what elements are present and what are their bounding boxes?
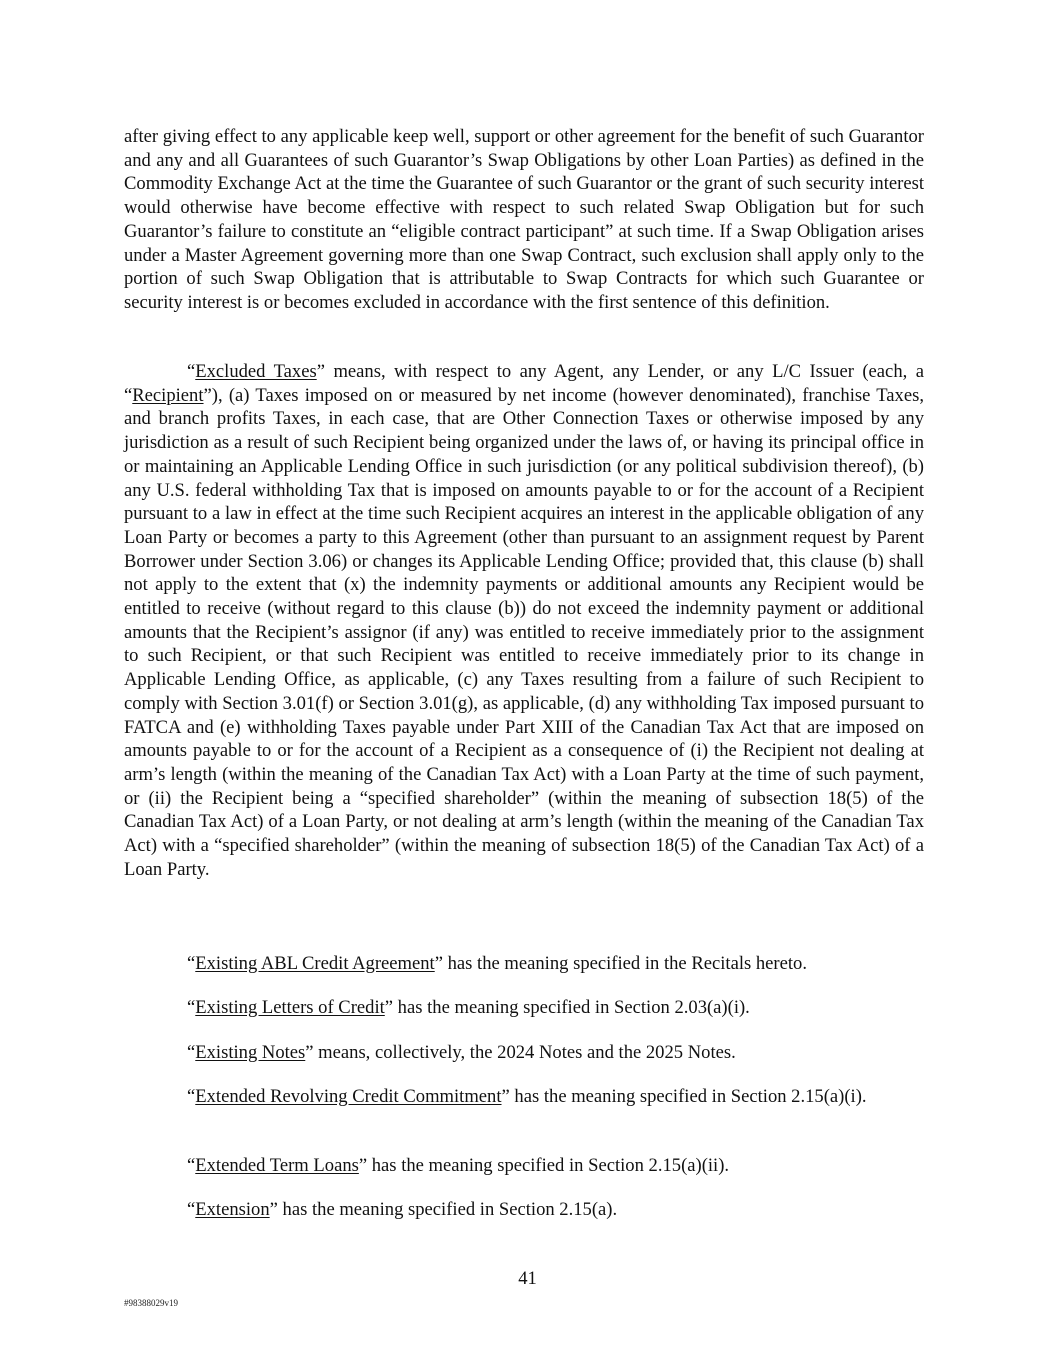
definition-extended-term-loans xyxy=(124,1154,924,1178)
definition-text: ”), (a) Taxes imposed on or measured by net income (however denominated), franchise Taxes, and branch profits Taxes, in each case, that are Other Connection Taxes or otherwise imposed by any jurisdiction as a result of such Recipient being organized under the laws of, or having its principal office in or maintaining an Applicable Lending Office in such jurisdiction (or any political subdivision thereof), (b) any U.S. federal withholding Tax that is imposed on amounts payable to or for the account of a Recipient pursuant to a law in effect at the time such Recipient acquires an interest in the applicable obligation of any Loan Party or becomes a party to this Agreement (other than pursuant to an assignment request by Parent Borrower under Section 3.06) or changes its Applicable Lending Office; provided that, this clause (b) shall not apply to the extent that (x) the indemnity payments or additional amounts any Recipient would be entitled to receive (without regard to this clause (b)) do not exceed the indemnity payment or additional amounts that the Recipient’s assignor (if any) was entitled to receive immediately prior to the assignment to such Recipient, or that such Recipient was entitled to receive immediately prior to its change in Applicable Lending Office, as applicable, (c) any Taxes resulting from a failure of such Recipient to comply with Section 3.01(f) or Section 3.01(g), as applicable, (d) any withholding Tax imposed pursuant to FATCA and (e) withholding Taxes payable under Part XIII of the Canadian Tax Act that are imposed on amounts payable to or for the account of a Recipient as a consequence of (i) the Recipient not dealing at arm’s length (within the meaning of the Canadian Tax Act) with a Loan Party at the time of such payment, or (ii) the Recipient being a “specified shareholder” (within the meaning of subsection 18(5) of the Canadian Tax Act) of a Loan Party, or not dealing at arm’s length (within the meaning of the Canadian Tax Act) with a “specified shareholder” (within the meaning of subsection 18(5) of the Canadian Tax Act) of a Loan Party. xyxy=(124,384,924,880)
open-quote: “ xyxy=(187,361,196,382)
open-quote: “ xyxy=(187,1199,196,1220)
open-quote: “ xyxy=(187,997,196,1018)
open-quote: “ xyxy=(187,1155,196,1176)
definition-text: ” has the meaning specified in Section 2.15(a)(ii). xyxy=(358,1155,730,1176)
paragraph-continuation: after giving effect to any applicable keep well, support or other agreement for the benefit of such Guarantor and any and all Guarantees of such Guarantor’s Swap Obligations by other Loan Parties) as defined in the Commodity Exchange Act at the time the Guarantee of such Guarantor or the grant of such security interest would otherwise have become effective with respect to such related Swap Obligation but for such Guarantor’s failure to constitute an “eligible contract participant” at such time. If a Swap Obligation arises under a Master Agreement governing more than one Swap Contract, such exclusion shall apply only to the portion of such Swap Obligation that is attributable to Swap Contracts for which such Guarantee or security interest is or becomes excluded in accordance with the first sentence of this definition. xyxy=(124,126,924,313)
definition-existing-letters-of-credit xyxy=(124,996,924,1020)
definition-existing-notes xyxy=(124,1041,924,1065)
open-quote: “ xyxy=(187,953,196,974)
page-number: 41 xyxy=(518,1268,537,1289)
definition-extension xyxy=(124,1198,924,1222)
definition-text: ” has the meaning specified in Section 2.03(a)(i). xyxy=(384,997,750,1018)
defined-term: Existing ABL Credit Agreement xyxy=(195,953,435,974)
definition-text: ” has the meaning specified in the Recitals hereto. xyxy=(434,953,807,974)
open-quote: “ xyxy=(187,1086,196,1107)
definition-existing-abl-credit-agreement xyxy=(124,952,924,976)
definition-excluded-taxes xyxy=(124,360,924,881)
definition-text: ” has the meaning specified in Section 2.15(a). xyxy=(269,1199,618,1220)
definition-text: ” means, collectively, the 2024 Notes and the 2025 Notes. xyxy=(305,1042,736,1063)
definition-text: ” has the meaning specified in Section 2.15(a)(i). xyxy=(501,1086,867,1107)
defined-term: Excluded Taxes xyxy=(195,361,317,382)
defined-term: Extended Term Loans xyxy=(195,1155,359,1176)
defined-term: Recipient xyxy=(132,384,204,406)
definition-text: ” means, with respect to any Agent, any Lender, or any L/C Issuer (each, a “ xyxy=(124,361,924,406)
defined-term: Extended Revolving Credit Commitment xyxy=(195,1086,502,1107)
defined-term: Existing Notes xyxy=(195,1042,306,1063)
open-quote: “ xyxy=(187,1042,196,1063)
document-id: #98388029v19 xyxy=(124,1298,178,1308)
definition-extended-revolving-credit-commitment xyxy=(116,1085,924,1109)
defined-term: Existing Letters of Credit xyxy=(195,997,385,1018)
defined-term: Extension xyxy=(195,1199,270,1220)
